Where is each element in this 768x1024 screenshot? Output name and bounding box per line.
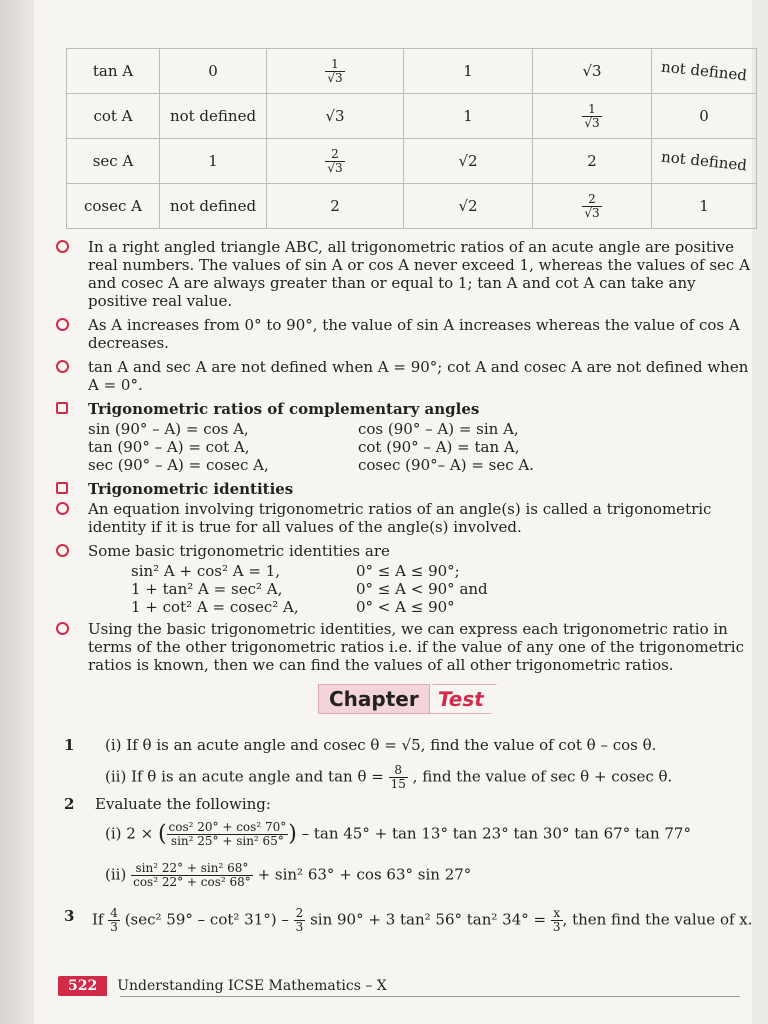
question-2: 2 Evaluate the following: [64, 795, 271, 813]
circle-bullet-icon [56, 622, 69, 635]
summary-points [56, 238, 756, 680]
table-cell: not defined [652, 49, 757, 94]
table-cell: not defined [160, 94, 267, 139]
basic-identities: sin² A + cos² A = 1, 0° ≤ A ≤ 90°; 1 + tan² A = sec² A, 0° ≤ A < 90° and 1 + cot² A = cosec² A, 0° < A ≤ 90° [131, 562, 488, 616]
table-row [67, 94, 757, 139]
table-cell: $\frac{1}{√3}$ [533, 94, 652, 139]
table-cell: 2 [533, 139, 652, 184]
book-title: Understanding ICSE Mathematics – X [117, 978, 387, 994]
chapter-test-heading: Chapter Test [318, 683, 494, 715]
table-cell: $\frac{2}{√3}$ [533, 184, 652, 229]
question-1b: (ii) If θ is an acute angle and tan θ = $\frac{8}{15}$ , find the value of sec θ + cosec θ. [105, 763, 673, 791]
question-3: 3 If $\frac{4}{3}$ (sec² 59° – cot² 31°) – $\frac{2}{3}$ sin 90° + 3 tan² 56° tan² 34° = $\frac{x}{3}$ , then find the value of x. [64, 906, 753, 934]
circle-bullet-icon [56, 240, 69, 253]
table-cell: 2 [267, 184, 404, 229]
table-cell: √3 [533, 49, 652, 94]
circle-bullet-icon [56, 502, 69, 515]
table-cell: not defined [160, 184, 267, 229]
complementary-angles: sin (90° – A) = cos A, cos (90° – A) = sin A, tan (90° – A) = cot A, cot (90° – A) = tan A, sec (90° – A) = cosec A, cosec (90°– A) = sec A. [88, 420, 535, 474]
table-row [67, 139, 757, 184]
square-bullet-icon [56, 482, 68, 494]
footer-rule [120, 996, 740, 997]
question-1a: 1 (i) If θ is an acute angle and cosec θ = √5, find the value of cot θ – cos θ. [64, 736, 657, 754]
table-cell: 0 [160, 49, 267, 94]
section-heading: Trigonometric identities [56, 480, 756, 498]
table-cell: 1 [160, 139, 267, 184]
list-item: As A increases from 0° to 90°, the value of sin A increases whereas the value of cos A decreases. [56, 316, 756, 352]
trig-values-table [66, 48, 757, 229]
table-cell: $\frac{1}{√3}$ [267, 49, 404, 94]
row-label: cot A [67, 94, 160, 139]
circle-bullet-icon [56, 544, 69, 557]
table-cell: 1 [404, 49, 533, 94]
table-cell: 0 [652, 94, 757, 139]
circle-bullet-icon [56, 318, 69, 331]
table-cell: not defined [652, 139, 757, 184]
table-cell: √2 [404, 139, 533, 184]
table-cell: √2 [404, 184, 533, 229]
section-heading: Trigonometric ratios of complementary angles [56, 400, 756, 418]
table-cell: 1 [404, 94, 533, 139]
list-item: In a right angled triangle ABC, all trigonometric ratios of an acute angle are positive real numbers. The values of sin A or cos A never exceed 1, whereas the values of sec A and cosec A are always greater than or equal to 1; tan A and cot A can take any positive real value. [56, 238, 756, 310]
row-label: sec A [67, 139, 160, 184]
question-2b: (ii) $\frac{\text{sin² 22° + sin² 68°}}{\text{cos² 22° + cos² 68°}}$ + sin² 63° + cos 63° sin 27° [105, 861, 472, 889]
table-cell: $\frac{2}{√3}$ [267, 139, 404, 184]
list-item: tan A and sec A are not defined when A = 90°; cot A and cosec A are not defined when A = 0°. [56, 358, 756, 394]
square-bullet-icon [56, 402, 68, 414]
page-footer [58, 975, 387, 997]
list-item: An equation involving trigonometric ratios of an angle(s) is called a trigonometric identity if it is true for all values of the angle(s) involved. [56, 500, 756, 536]
page-gutter [0, 0, 34, 1024]
list-item: Using the basic trigonometric identities, we can express each trigonometric ratio in terms of the other trigonometric ratios i.e. if the value of any one of the trigonometric ratios is known, then we can find the values of all other trigonometric ratios. [56, 620, 756, 674]
page-number: 522 [58, 976, 107, 996]
table-row [67, 49, 757, 94]
list-item: Some basic trigonometric identities are [56, 542, 756, 560]
table-cell: 1 [652, 184, 757, 229]
table-row [67, 184, 757, 229]
row-label: tan A [67, 49, 160, 94]
question-2a: (i) 2 × ( $\frac{\text{cos² 20° + cos² 70°}}{\text{sin² 25° + sin² 65°}}$ ) – tan 45° + tan 13° tan 23° tan 30° tan 67° tan 77° [105, 820, 691, 848]
table-cell: √3 [267, 94, 404, 139]
circle-bullet-icon [56, 360, 69, 373]
row-label: cosec A [67, 184, 160, 229]
chapter-test-questions [60, 736, 760, 934]
